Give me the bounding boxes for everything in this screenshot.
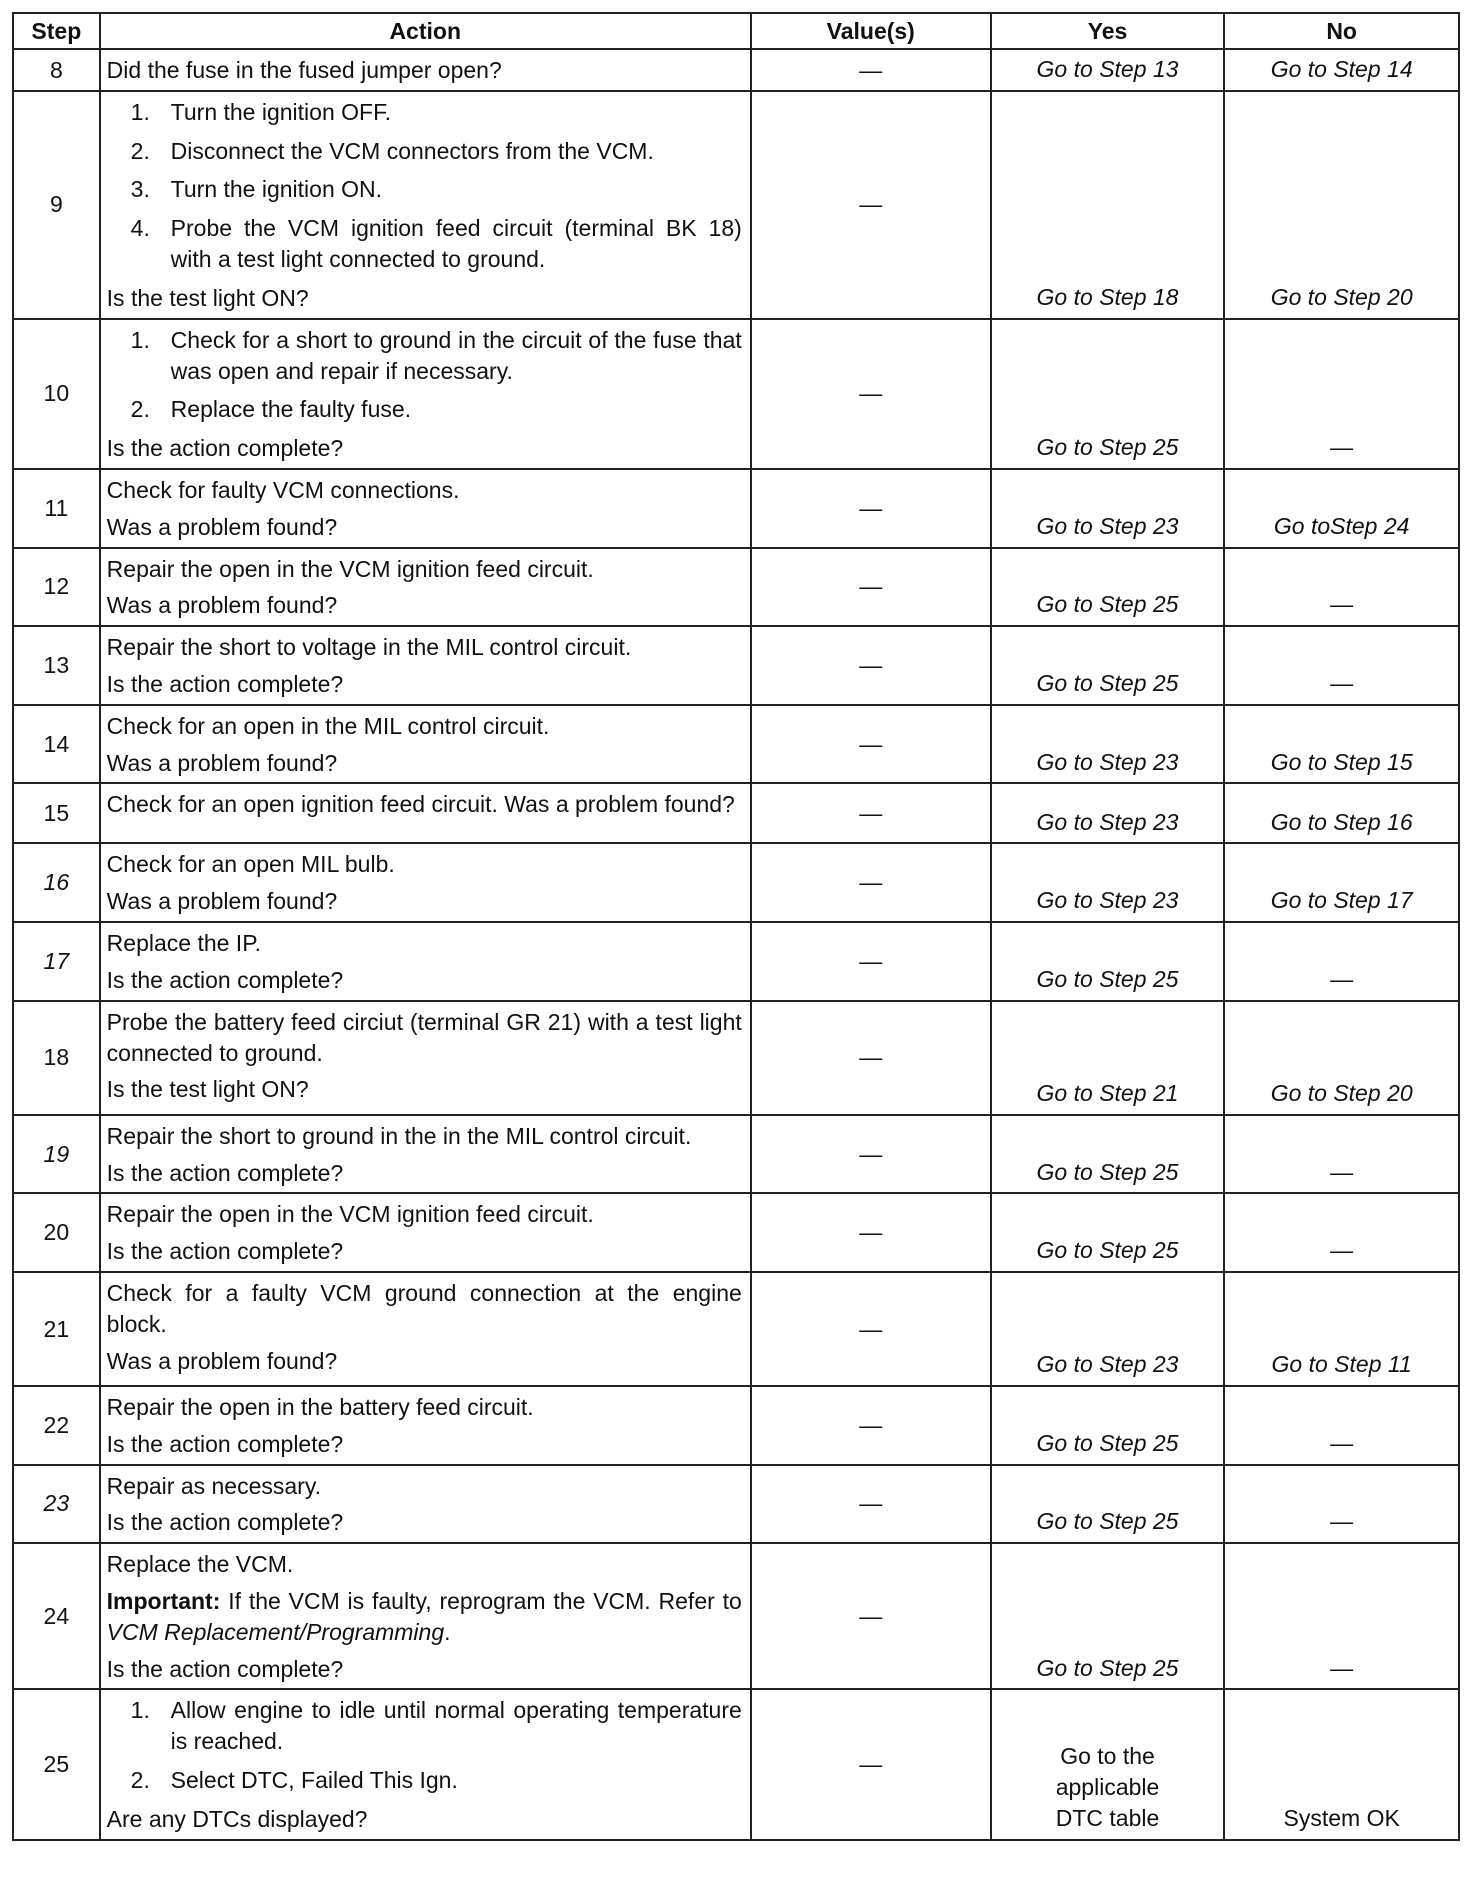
action-text: Is the test light ON? [106, 284, 309, 311]
table-row [13, 626, 1459, 705]
action-step-item [107, 213, 742, 275]
table-row [13, 49, 1459, 91]
table-row [13, 843, 1459, 922]
action-text: Is the action complete? [106, 1159, 344, 1186]
step-number: 11 [13, 469, 100, 548]
action-step-number: 2. [130, 137, 150, 164]
action-step-text: Turn the ignition ON. [170, 176, 383, 203]
action-cell [100, 1001, 751, 1115]
action-cell [100, 1272, 751, 1386]
value-cell: — [751, 91, 991, 319]
action-step-item [107, 325, 742, 387]
no-cell: Go to Step 20 [1224, 1001, 1459, 1115]
action-text: Repair the open in the battery feed circuit. [106, 1393, 534, 1420]
action-text: Repair the open in the VCM ignition feed circuit. [106, 555, 594, 582]
action-step-number: 3. [130, 176, 150, 203]
no-cell: — [1224, 319, 1459, 469]
action-step-text: Probe the VCM ignition feed circuit (terminal BK 18) with a test light connected to ground. [170, 215, 742, 273]
action-text: Are any DTCs displayed? [106, 1805, 368, 1832]
step-number: 18 [13, 1001, 100, 1115]
important-end: . [444, 1618, 451, 1645]
action-text: Was a problem found? [106, 513, 338, 540]
action-cell [100, 49, 751, 91]
no-cell: System OK [1224, 1689, 1459, 1839]
step-number: 23 [13, 1465, 100, 1544]
action-step-number: 4. [130, 215, 150, 242]
value-cell: — [751, 1193, 991, 1272]
important-reference: VCM Replacement/Programming [106, 1618, 445, 1645]
value-cell: — [751, 626, 991, 705]
action-text: Was a problem found? [106, 888, 338, 915]
action-text: Is the action complete? [106, 435, 344, 462]
step-number: 14 [13, 705, 100, 784]
step-number: 19 [13, 1115, 100, 1194]
action-cell [100, 1386, 751, 1465]
header-row [13, 13, 1459, 49]
no-cell: — [1224, 626, 1459, 705]
yes-cell: Go to Step 25 [991, 1115, 1225, 1194]
value-cell: — [751, 1689, 991, 1839]
action-step-number: 1. [130, 98, 150, 125]
important-label: Important: [106, 1588, 221, 1614]
table-row [13, 91, 1459, 319]
action-step-item [107, 394, 742, 425]
step-number: 13 [13, 626, 100, 705]
action-text: Check for an open MIL bulb. [106, 851, 395, 878]
yes-cell: Go to Step 25 [991, 922, 1225, 1001]
value-cell: — [751, 319, 991, 469]
table-row [13, 1465, 1459, 1544]
table-row [13, 705, 1459, 784]
step-number: 17 [13, 922, 100, 1001]
yes-cell: Go to Step 25 [991, 548, 1225, 627]
no-cell: Go toStep 24 [1224, 469, 1459, 548]
action-text: Check for a faulty VCM ground connection at the engine block. [106, 1279, 742, 1337]
table-header [13, 13, 1459, 49]
value-cell: — [751, 1115, 991, 1194]
no-cell: — [1224, 1115, 1459, 1194]
action-text: Check for an open ignition feed circuit. Was a problem found? [106, 791, 735, 818]
action-text: Probe the battery feed circiut (terminal GR 21) with a test light connected to ground. [106, 1008, 742, 1066]
action-cell [100, 626, 751, 705]
action-step-text: Select DTC, Failed This Ign. [170, 1767, 458, 1794]
action-step-text: Disconnect the VCM connectors from the VCM. [170, 137, 654, 164]
no-cell: — [1224, 922, 1459, 1001]
action-step-text: Replace the faulty fuse. [170, 396, 412, 423]
step-number: 10 [13, 319, 100, 469]
action-text: Is the action complete? [106, 671, 344, 697]
value-cell: — [751, 843, 991, 922]
action-text: Is the test light ON? [106, 1076, 309, 1103]
step-number: 12 [13, 548, 100, 627]
no-cell: — [1224, 1543, 1459, 1689]
step-number: 8 [13, 49, 100, 91]
action-text: Replace the IP. [106, 930, 261, 957]
value-cell: — [751, 783, 991, 843]
table-row [13, 1689, 1459, 1839]
yes-cell: Go to Step 25 [991, 626, 1225, 705]
value-cell: — [751, 1543, 991, 1689]
no-cell: Go to Step 16 [1224, 783, 1459, 843]
action-text: Is the action complete? [106, 1509, 344, 1536]
table-row [13, 319, 1459, 469]
header-yes: Yes [991, 13, 1225, 49]
no-cell: — [1224, 1193, 1459, 1272]
action-step-number: 1. [130, 1697, 150, 1724]
action-cell [100, 705, 751, 784]
action-step-list [107, 325, 742, 425]
table-row [13, 1115, 1459, 1194]
yes-cell: Go to Step 25 [991, 1543, 1225, 1689]
value-cell: — [751, 922, 991, 1001]
step-number: 22 [13, 1386, 100, 1465]
yes-cell: Go to Step 23 [991, 705, 1225, 784]
table-row [13, 783, 1459, 843]
action-text: Repair the open in the VCM ignition feed circuit. [106, 1201, 594, 1228]
action-cell [100, 91, 751, 319]
yes-cell: Go to Step 23 [991, 469, 1225, 548]
action-text: Is the action complete? [106, 1238, 344, 1265]
action-step-number: 2. [130, 1767, 150, 1794]
action-step-text: Turn the ignition OFF. [170, 98, 391, 125]
step-number: 20 [13, 1193, 100, 1272]
action-cell [100, 319, 751, 469]
table-row [13, 1001, 1459, 1115]
action-cell [100, 783, 751, 843]
yes-cell: Go to Step 18 [991, 91, 1225, 319]
value-cell: — [751, 49, 991, 91]
yes-cell: Go to Step 13 [991, 49, 1225, 91]
action-cell [100, 1115, 751, 1194]
no-cell: — [1224, 1465, 1459, 1544]
action-step-item [107, 174, 742, 205]
no-cell: — [1224, 1386, 1459, 1465]
important-note [107, 1586, 742, 1648]
no-cell: — [1224, 548, 1459, 627]
yes-cell: Go to the applicable DTC table [991, 1689, 1225, 1839]
action-cell [100, 843, 751, 922]
action-step-list [107, 97, 742, 275]
value-cell: — [751, 1001, 991, 1115]
action-text: Check for faulty VCM connections. [106, 476, 460, 503]
value-cell: — [751, 1465, 991, 1544]
yes-cell: Go to Step 25 [991, 1386, 1225, 1465]
no-cell: Go to Step 14 [1224, 49, 1459, 91]
action-step-text: Allow engine to idle until normal operating temperature is reached. [170, 1697, 742, 1755]
table-row [13, 1386, 1459, 1465]
yes-cell: Go to Step 23 [991, 843, 1225, 922]
header-values: Value(s) [751, 13, 991, 49]
action-text: Is the action complete? [106, 1430, 344, 1457]
value-cell: — [751, 548, 991, 627]
action-text: Is the action complete? [106, 1655, 344, 1682]
step-number: 25 [13, 1689, 100, 1839]
action-cell [100, 1193, 751, 1272]
action-text: Was a problem found? [106, 1347, 338, 1374]
no-cell: Go to Step 17 [1224, 843, 1459, 922]
step-number: 16 [13, 843, 100, 922]
header-action: Action [100, 13, 751, 49]
important-text: If the VCM is faulty, reprogram the VCM. Refer to [228, 1588, 742, 1614]
table-row [13, 1272, 1459, 1386]
no-cell: Go to Step 20 [1224, 91, 1459, 319]
table-row [13, 922, 1459, 1001]
step-number: 21 [13, 1272, 100, 1386]
value-cell: — [751, 469, 991, 548]
table-body [13, 49, 1459, 1840]
action-cell [100, 1543, 751, 1689]
table-row [13, 1543, 1459, 1689]
action-cell [100, 548, 751, 627]
yes-cell: Go to Step 21 [991, 1001, 1225, 1115]
header-step: Step [13, 13, 100, 49]
action-cell [100, 922, 751, 1001]
table-row [13, 548, 1459, 627]
no-cell: Go to Step 15 [1224, 705, 1459, 784]
yes-cell: Go to Step 23 [991, 1272, 1225, 1386]
action-step-item [107, 136, 742, 167]
yes-cell: Go to Step 25 [991, 1193, 1225, 1272]
action-step-item [107, 1765, 742, 1796]
table-row [13, 1193, 1459, 1272]
action-step-number: 2. [130, 396, 150, 423]
yes-cell: Go to Step 25 [991, 1465, 1225, 1544]
yes-cell: Go to Step 25 [991, 319, 1225, 469]
value-cell: — [751, 1386, 991, 1465]
header-no: No [1224, 13, 1459, 49]
action-step-list [107, 1695, 742, 1795]
step-number: 24 [13, 1543, 100, 1689]
action-text: Did the fuse in the fused jumper open? [106, 57, 502, 83]
diagnostic-table [12, 12, 1460, 1841]
yes-cell: Go to Step 23 [991, 783, 1225, 843]
value-cell: — [751, 705, 991, 784]
action-cell [100, 1465, 751, 1544]
action-text: Is the action complete? [106, 966, 344, 993]
step-number: 15 [13, 783, 100, 843]
action-text: Repair the short to ground in the in the MIL control circuit. [106, 1122, 692, 1149]
action-step-number: 1. [130, 326, 150, 353]
action-text: Repair as necessary. [106, 1472, 322, 1499]
action-text: Replace the VCM. [106, 1551, 294, 1578]
action-text: Was a problem found? [106, 592, 338, 619]
action-step-item [107, 1695, 742, 1757]
action-text: Repair the short to voltage in the MIL control circuit. [106, 634, 632, 661]
table-row [13, 469, 1459, 548]
action-step-item [107, 97, 742, 128]
action-text: Check for an open in the MIL control circuit. [106, 712, 550, 739]
no-cell: Go to Step 11 [1224, 1272, 1459, 1386]
step-number: 9 [13, 91, 100, 319]
value-cell: — [751, 1272, 991, 1386]
action-cell [100, 1689, 751, 1839]
action-cell [100, 469, 751, 548]
action-step-text: Check for a short to ground in the circuit of the fuse that was open and repair if necessary. [170, 326, 742, 384]
action-text: Was a problem found? [106, 749, 338, 776]
